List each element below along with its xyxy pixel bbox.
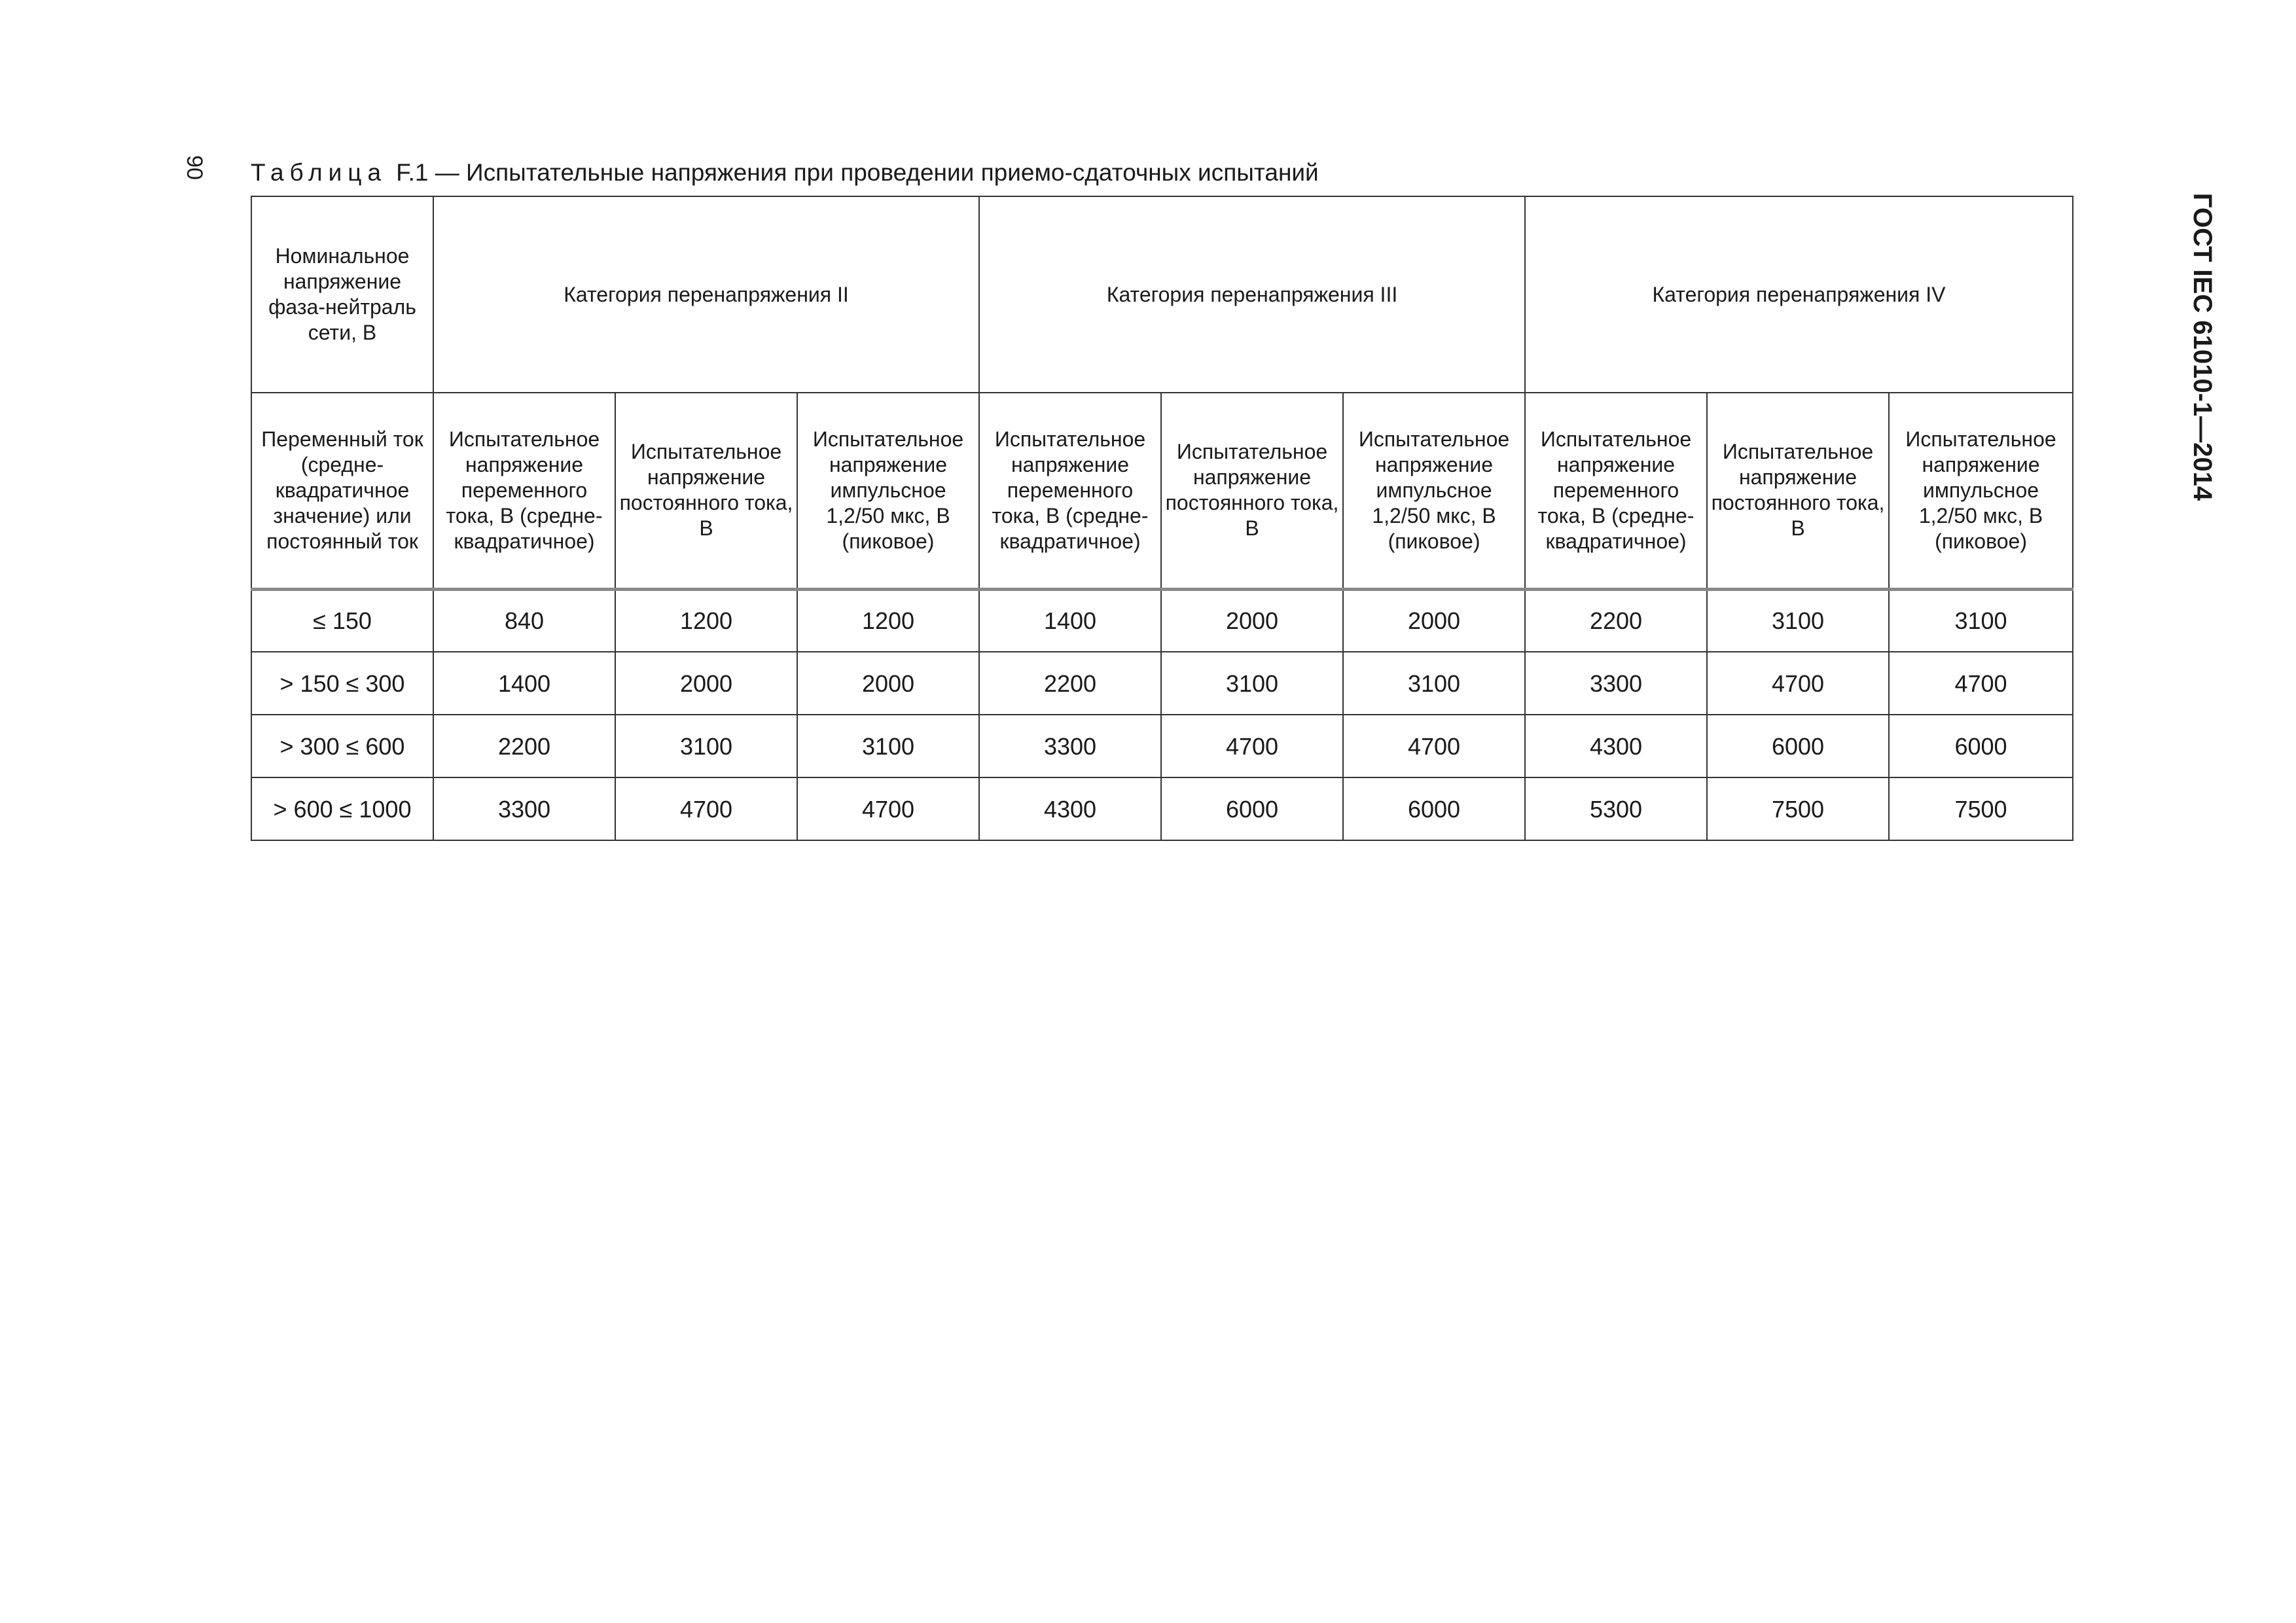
value-cell: 4700 [615,777,797,840]
range-cell: ≤ 150 [251,589,433,652]
value-cell: 6000 [1889,715,2073,777]
document-code: ГОСТ IEC 61010-1—2014 [2188,192,2217,501]
value-cell: 2000 [1161,589,1343,652]
dc-test-voltage-header: Испытательное напряжение постоянного тока, В [615,393,797,589]
value-cell: 3300 [433,777,615,840]
value-cell: 4700 [1707,652,1889,715]
value-cell: 1400 [433,652,615,715]
value-cell: 2000 [797,652,979,715]
value-cell: 3100 [1707,589,1889,652]
corner-header: Номинальное напряжение фаза-нейтраль сети, В [251,196,433,393]
ac-test-voltage-header: Испытательное напряжение переменного тока, В (средне-квадратичное) [979,393,1161,589]
table-row [251,715,2073,777]
range-cell: > 300 ≤ 600 [251,715,433,777]
value-cell: 4700 [1161,715,1343,777]
value-cell: 1200 [797,589,979,652]
value-cell: 4300 [979,777,1161,840]
impulse-test-voltage-header: Испытательное напряжение импульсное 1,2/50 мкс, В (пиковое) [1343,393,1525,589]
dc-test-voltage-header: Испытательное напряжение постоянного тока, В [1707,393,1889,589]
value-cell: 3100 [615,715,797,777]
page-number: 90 [182,155,207,180]
range-cell: > 150 ≤ 300 [251,652,433,715]
current-type-header: Переменный ток (средне-квадратичное значение) или постоянный ток [251,393,433,589]
ac-test-voltage-header: Испытательное напряжение переменного тока, В (средне-квадратичное) [433,393,615,589]
table-row [251,777,2073,840]
ac-test-voltage-header: Испытательное напряжение переменного тока, В (средне-квадратичное) [1525,393,1707,589]
header-row-categories [251,196,2073,393]
table-row [251,652,2073,715]
value-cell: 1200 [615,589,797,652]
value-cell: 3100 [1343,652,1525,715]
table-word: Таблица [251,159,387,186]
header-row-subheaders [251,393,2073,589]
value-cell: 3300 [1525,652,1707,715]
value-cell: 4700 [1343,715,1525,777]
category-header-ii: Категория перенапряжения II [433,196,979,393]
table-row [251,589,2073,652]
value-cell: 3300 [979,715,1161,777]
impulse-test-voltage-header: Испытательное напряжение импульсное 1,2/50 мкс, В (пиковое) [1889,393,2073,589]
value-cell: 5300 [1525,777,1707,840]
value-cell: 6000 [1707,715,1889,777]
value-cell: 6000 [1343,777,1525,840]
range-cell: > 600 ≤ 1000 [251,777,433,840]
value-cell: 840 [433,589,615,652]
test-voltage-table [251,196,2073,841]
value-cell: 2000 [1343,589,1525,652]
value-cell: 7500 [1707,777,1889,840]
value-cell: 6000 [1161,777,1343,840]
impulse-test-voltage-header: Испытательное напряжение импульсное 1,2/50 мкс, В (пиковое) [797,393,979,589]
value-cell: 1400 [979,589,1161,652]
table-title: — Испытательные напряжения при проведении приемо-сдаточных испытаний [435,159,1319,186]
value-cell: 3100 [1161,652,1343,715]
value-cell: 2200 [433,715,615,777]
table-caption [251,159,1319,187]
category-header-iv: Категория перенапряжения IV [1525,196,2073,393]
value-cell: 3100 [1889,589,2073,652]
value-cell: 4300 [1525,715,1707,777]
value-cell: 4700 [1889,652,2073,715]
value-cell: 2200 [1525,589,1707,652]
table-number: F.1 [396,159,429,186]
value-cell: 2000 [615,652,797,715]
value-cell: 3100 [797,715,979,777]
category-header-iii: Категория перенапряжения III [979,196,1525,393]
value-cell: 7500 [1889,777,2073,840]
value-cell: 4700 [797,777,979,840]
value-cell: 2200 [979,652,1161,715]
dc-test-voltage-header: Испытательное напряжение постоянного тока, В [1161,393,1343,589]
